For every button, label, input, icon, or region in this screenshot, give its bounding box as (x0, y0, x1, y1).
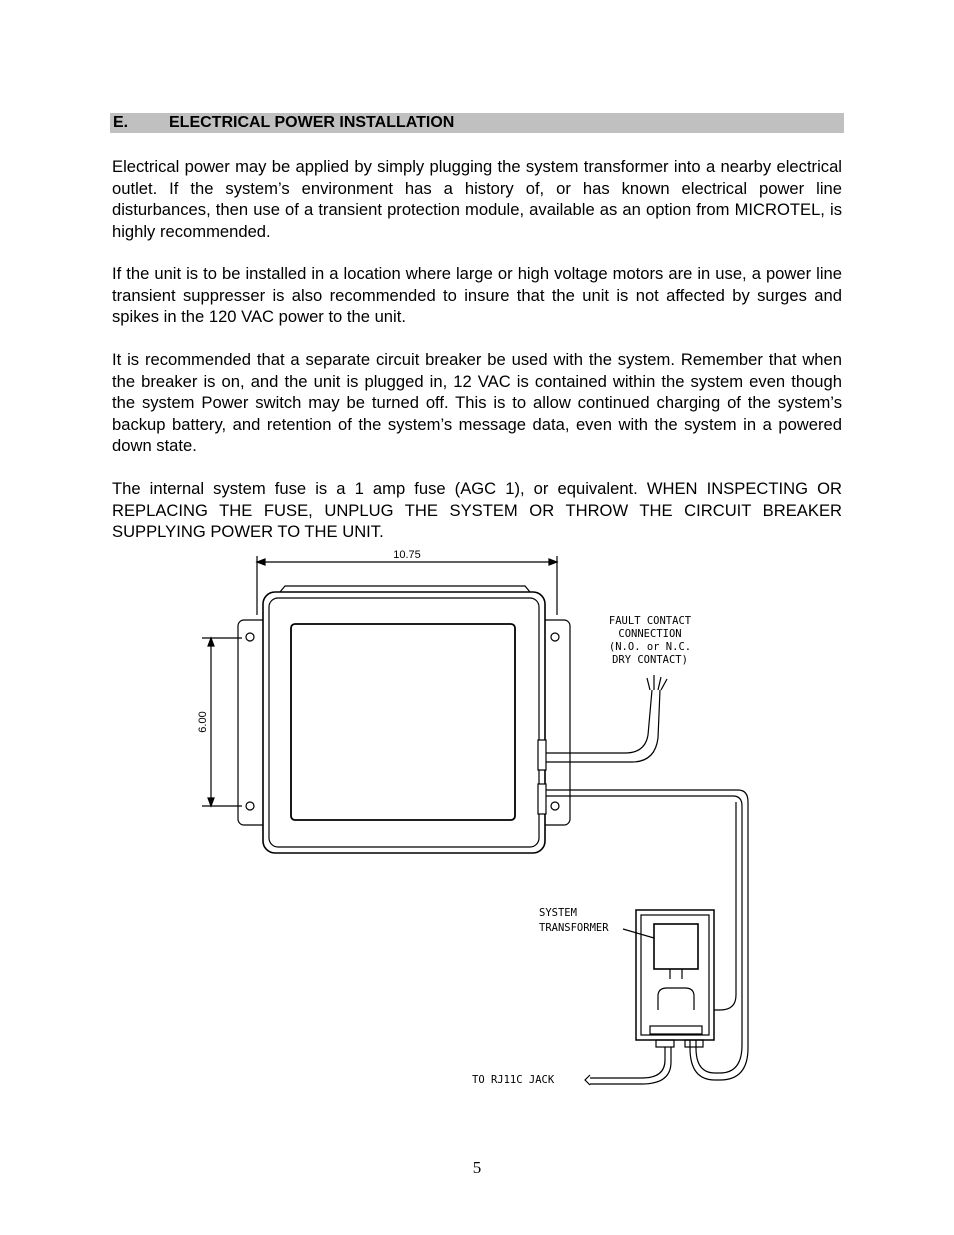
front-panel (291, 624, 515, 820)
transformer-label-line-1: SYSTEM (539, 907, 577, 919)
fault-label-line-2: CONNECTION (618, 628, 682, 640)
page-number: 5 (472, 1158, 482, 1177)
fault-label-line-4: DRY CONTACT) (612, 654, 688, 666)
paragraph-circuit-breaker: It is recommended that a separate circuit breaker be used with the system. Remember that when the breaker is on, and the unit is plugged in, 12 VAC is contained within the system even though the system Power switch may be turned off. This is to allow continued charging of the system’s backup battery, and retention of the system’s message data, even with the system in a powered down state. (112, 350, 842, 455)
section-letter: E. (113, 114, 129, 131)
fault-label-line-1: FAULT CONTACT (608, 615, 692, 627)
height-dimension-label: 6.00 (197, 711, 209, 733)
jack-label: TO RJ11C JACK (472, 1074, 555, 1086)
section-heading (110, 113, 844, 133)
section-title: ELECTRICAL POWER INSTALLATION (169, 114, 455, 131)
width-dimension-label: 10.75 (393, 549, 421, 561)
installation-diagram (180, 540, 780, 1100)
paragraph-power-application: Electrical power may be applied by simply plugging the system transformer into a nearby electrical outlet. If the system’s environment has a history of, or has known electrical power line disturbances, then use of a transient protection module, available as an option from MICROTEL, is highly recommended. (112, 157, 842, 241)
transformer-box (654, 924, 698, 969)
paragraph-fuse-warning: The internal system fuse is a 1 amp fuse (AGC 1), or equivalent. WHEN INSPECTING OR REPLACING THE FUSE, UNPLUG THE SYSTEM OR THROW THE CIRCUIT BREAKER SUPPLYING POWER TO THE UNIT. (112, 479, 842, 541)
paragraph-transient-suppresser: If the unit is to be installed in a location where large or high voltage motors are in use, a power line transient suppresser is also recommended to insure that the unit is not affected by surges and spikes in the 120 VAC power to the unit. (112, 264, 842, 326)
fault-label-line-3: (N.O. or N.C. (608, 641, 692, 653)
transformer-label-line-2: TRANSFORMER (539, 922, 609, 934)
